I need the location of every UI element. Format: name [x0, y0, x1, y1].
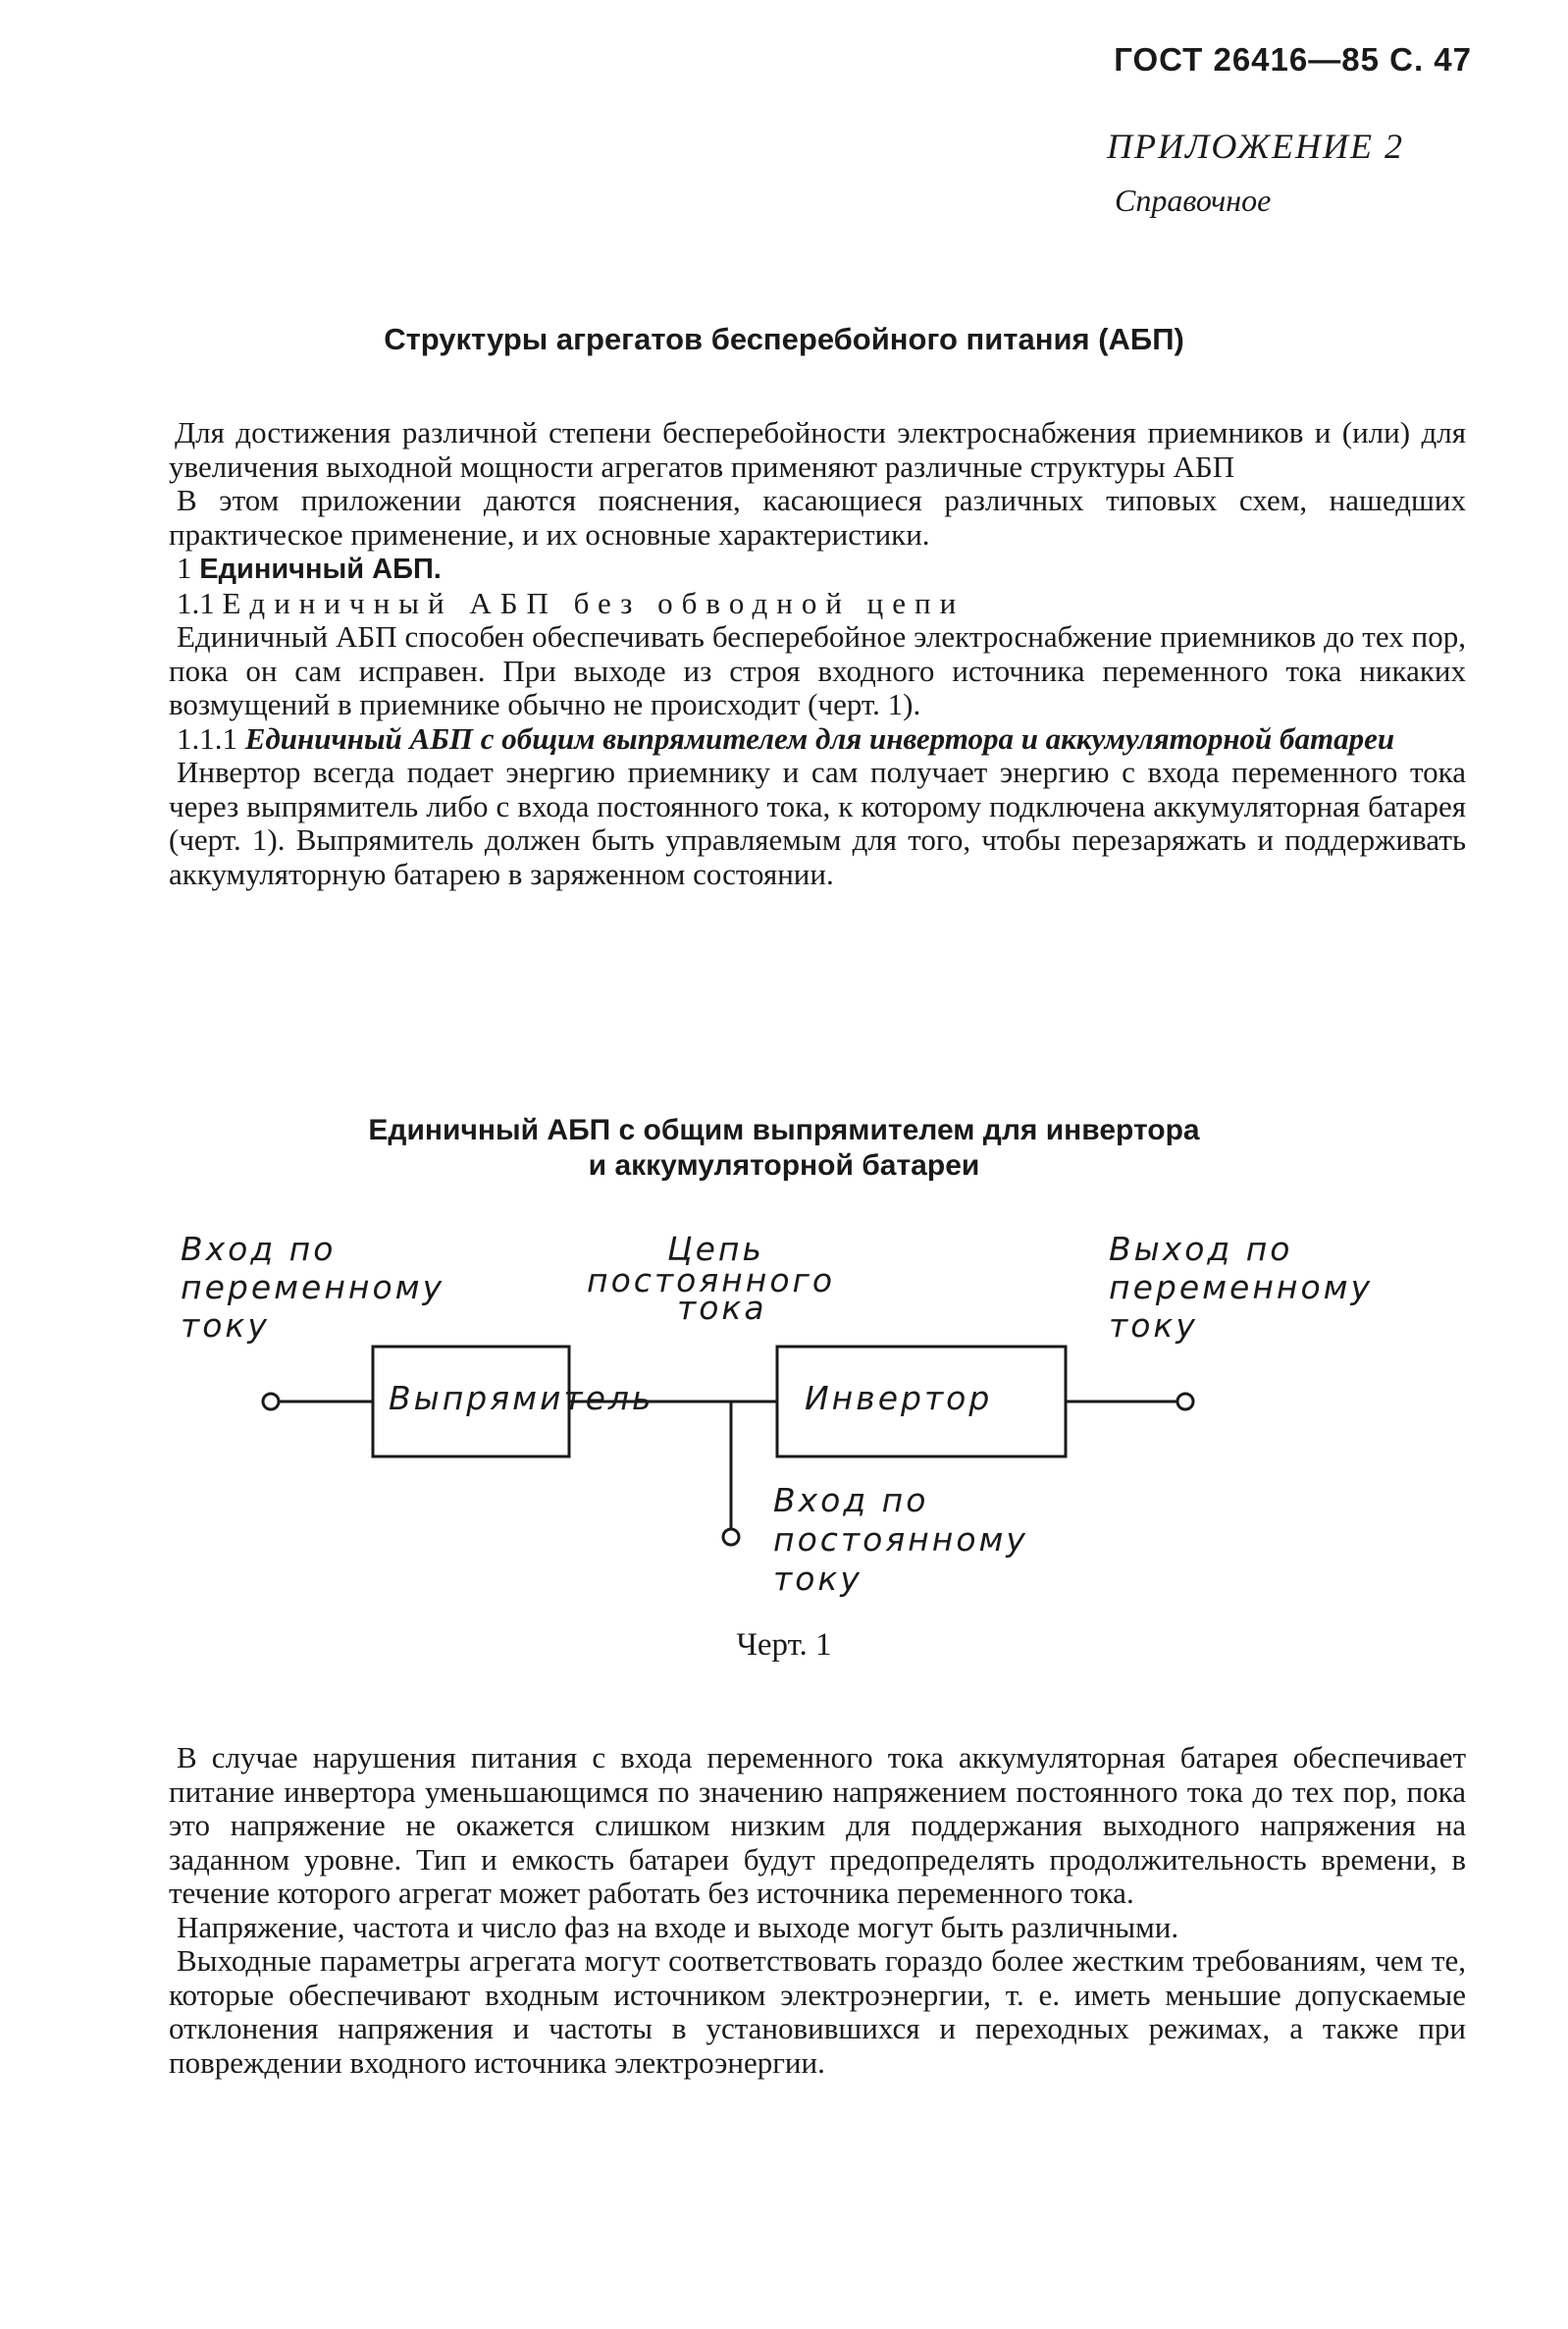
input-dc-label-3: току [773, 1560, 862, 1598]
input-dc-label-2: постоянному [773, 1520, 1028, 1559]
document-title: Структуры агрегатов бесперебойного питания (АБП) [384, 322, 1184, 356]
dc-link-label-1: Цепь [667, 1230, 764, 1268]
section-1-number: 1 [177, 551, 192, 585]
section-1-1-1-number: 1.1.1 [177, 720, 237, 756]
intro-text [169, 416, 1466, 891]
block-diagram [167, 1217, 1374, 1610]
section-1-1-text: Единичный АБП способен обеспечивать бесперебойное электроснабжение приемников до тех пор, пока он сам исправен. При выходе из строя входного источника переменного тока никаких возмущений в приемнике обычно не происходит (черт. 1). [169, 619, 1466, 721]
intro-paragraph-1: Для достижения различной степени бесперебойности электроснабжения приемников и (или) для увеличения выходной мощности агрегатов применяют различные структуры АБП [169, 415, 1466, 484]
rectifier-label: Выпрямитель [389, 1379, 654, 1417]
figure-title-line-2: и аккумуляторной батареи [588, 1149, 980, 1182]
intro-paragraph-2: В этом приложении даются пояснения, касающиеся различных типовых схем, нашедших практическое применение, и их основные характеристики. [169, 483, 1466, 552]
input-dc-label-1: Вход по [773, 1481, 929, 1519]
output-ac-label-1: Выход по [1109, 1230, 1293, 1268]
appendix-type: Справочное [1115, 183, 1272, 218]
section-1-1-1-text: Инвертор всегда подает энергию приемнику и сам получает энергию с входа переменного тока через выпрямитель либо с входа постоянного тока, к которому подключена аккумуляторная батарея (черт. 1). Выпрямитель должен быть управляемым для того, чтобы перезаряжать и поддерживать аккумуляторную батарею в заряженном состоянии. [169, 755, 1466, 891]
input-dc-terminal [723, 1529, 739, 1545]
input-ac-label-3: току [181, 1306, 270, 1345]
input-ac-terminal [263, 1394, 279, 1409]
dc-link-label-3: тока [677, 1289, 767, 1327]
output-ac-label-2: переменному [1109, 1268, 1374, 1306]
inverter-label: Инвертор [805, 1379, 993, 1417]
after-paragraph-3: Выходные параметры агрегата могут соответствовать гораздо более жестким требованиям, чем те, которые обеспечивают входным источником электроэнергии, т. е. иметь меньшие допускаемые отклонения напряжения и частоты в установившихся и переходных режимах, а также при повреждении входного источника электроэнергии. [169, 1943, 1466, 2080]
after-paragraph-1: В случае нарушения питания с входа переменного тока аккумуляторная батарея обеспечивает питание инвертора уменьшающимся по значению напряжением постоянного тока до тех пор, пока это напряжение не окажется слишком низким для поддержания выходного напряжения на заданном уровне. Тип и емкость батареи будут предопределять продолжительность времени, в течение которого агрегат может работать без источника переменного тока. [169, 1740, 1466, 1910]
section-1-1-heading [169, 587, 1466, 621]
section-1-1-title: Единичный АБП без обводной цепи [222, 585, 966, 620]
dc-link-label-2: постоянного [587, 1261, 836, 1299]
output-ac-terminal [1177, 1394, 1193, 1409]
section-1-title: Единичный АБП. [199, 554, 442, 585]
after-figure-text [169, 1741, 1466, 2080]
section-1-heading [169, 552, 1466, 587]
appendix-label: ПРИЛОЖЕНИЕ 2 [1107, 127, 1404, 166]
output-ac-label-3: току [1109, 1306, 1198, 1345]
after-paragraph-2: Напряжение, частота и число фаз на входе и выходе могут быть различными. [177, 1909, 1179, 1944]
input-ac-label-1: Вход по [181, 1230, 337, 1268]
input-ac-label-2: переменному [181, 1268, 445, 1306]
figure-title [0, 1113, 1568, 1184]
figure-caption: Черт. 1 [736, 1627, 832, 1663]
page-reference: ГОСТ 26416—85 С. 47 [1114, 41, 1472, 78]
section-1-1-number: 1.1 [177, 585, 215, 620]
section-1-1-1-heading [169, 722, 1466, 757]
section-1-1-1-title: Единичный АБП с общим выпрямителем для инвертора и аккумуляторной батареи [244, 720, 1395, 756]
figure-title-line-1: Единичный АБП с общим выпрямителем для инвертора [368, 1114, 1200, 1146]
